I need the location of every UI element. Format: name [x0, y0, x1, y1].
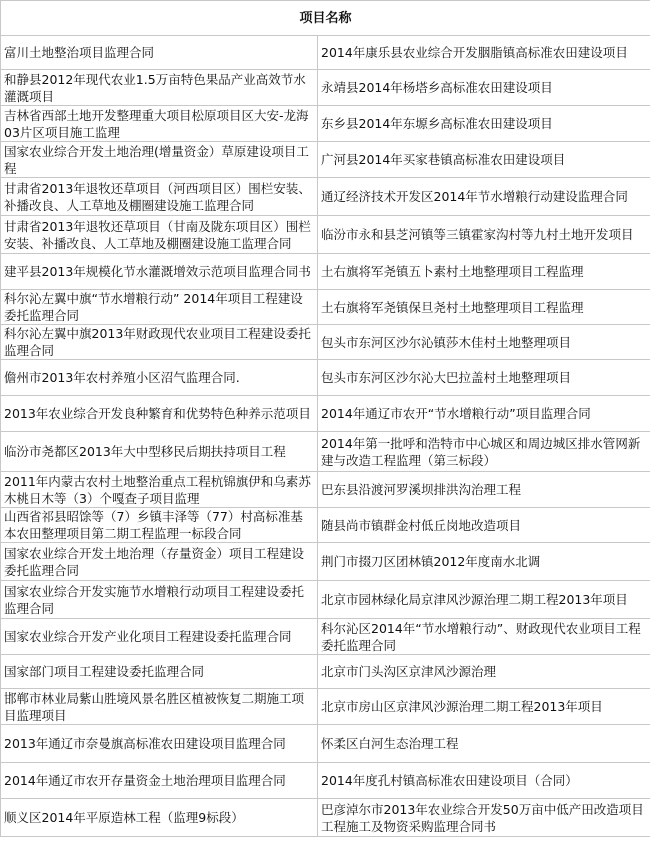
project-name: 顺义区2014年平原造林工程（监理9标段）: [4, 810, 244, 825]
table-row: [1, 689, 650, 725]
table-row: [1, 655, 650, 689]
table-cell-right: [318, 619, 650, 655]
project-name: 荆门市掇刀区团林镇2012年度南水北调: [321, 554, 541, 569]
project-name: 随县尚市镇群金村低丘岗地改造项目: [321, 517, 522, 533]
table-row: [1, 763, 650, 799]
table-row: [1, 581, 650, 619]
table-row: [1, 178, 650, 216]
table-cell-left: [1, 472, 318, 508]
table-cell-right: [318, 543, 650, 581]
table-cell-right: [318, 432, 650, 472]
project-name: 怀柔区白河生态治理工程: [321, 736, 459, 751]
table-cell-left: [1, 432, 318, 472]
table-cell-right: [318, 106, 650, 142]
table-cell-left: [1, 799, 318, 837]
table-row: [1, 36, 650, 70]
table-header-row: [1, 1, 650, 36]
project-name: 国家部门项目工程建设委托监理合同: [4, 664, 205, 679]
table-cell-right: [318, 508, 650, 543]
table-cell-left: [1, 581, 318, 619]
table-cell-right: [318, 689, 650, 725]
table-cell-right: [318, 216, 650, 254]
table-cell-left: [1, 725, 318, 763]
table-cell-left: [1, 655, 318, 689]
table-cell-right: [318, 325, 650, 360]
project-name: 吉林省西部土地开发整理重大项目松原项目区大安-龙海03片区项目施工监理: [4, 107, 309, 140]
table-cell-right: [318, 254, 650, 290]
table-cell-left: [1, 689, 318, 725]
project-name: 广河县2014年买家巷镇高标准农田建设项目: [321, 152, 566, 167]
table-body: [1, 36, 650, 837]
table-row: [1, 325, 650, 360]
table-row: [1, 725, 650, 763]
project-name: 北京市门头沟区京津风沙源治理: [321, 664, 497, 679]
table-cell-right: [318, 799, 650, 837]
project-name: 儋州市2013年农村养殖小区沼气监理合同.: [4, 370, 240, 385]
table-cell-left: [1, 508, 318, 543]
project-name: 临汾市永和县芝河镇等三镇霍家沟村等九村土地开发项目: [321, 227, 634, 242]
table-row: [1, 508, 650, 543]
table-cell-right: [318, 178, 650, 216]
project-name: 甘肃省2013年退牧还草项目（甘南及陇东项目区）围栏安装、补播改良、人工草地及棚圈建设施工监理合同: [4, 218, 311, 251]
project-name: 土右旗将军尧镇五卜素村土地整理项目工程监理: [321, 264, 584, 279]
table-row: [1, 254, 650, 290]
project-name: 东乡县2014年东塬乡高标准农田建设项目: [321, 116, 553, 131]
table-cell-right: [318, 70, 650, 106]
table-cell-left: [1, 216, 318, 254]
table-cell-left: [1, 254, 318, 290]
table-title: 项目名称: [1, 1, 650, 36]
project-name: 北京市房山区京津风沙源治理二期工程2013年项目: [321, 699, 603, 714]
table-cell-left: [1, 763, 318, 799]
table-cell-left: [1, 106, 318, 142]
table-row: [1, 472, 650, 508]
table-cell-right: [318, 36, 650, 70]
table-cell-left: [1, 619, 318, 655]
table-row: [1, 432, 650, 472]
project-name: 国家农业综合开发实施节水增粮行动项目工程建设委托监理合同: [4, 583, 305, 616]
project-name: 临汾市尧都区2013年大中型移民后期扶持项目工程: [4, 444, 286, 459]
table-row: [1, 70, 650, 106]
table-row: [1, 799, 650, 837]
project-name: 国家农业综合开发产业化项目工程建设委托监理合同: [4, 629, 292, 644]
project-name: 2014年通辽市农开存量资金土地治理项目监理合同: [4, 773, 286, 788]
project-name: 2014年度孔村镇高标准农田建设项目（合同）: [321, 773, 578, 788]
table-cell-left: [1, 290, 318, 325]
project-name: 富川土地整治项目监理合同: [4, 45, 155, 60]
project-name: 包头市东河区沙尔沁镇莎木佳村土地整理项目: [321, 334, 572, 350]
table-cell-right: [318, 290, 650, 325]
table-cell-right: [318, 142, 650, 178]
table-cell-left: [1, 142, 318, 178]
project-name: 邯郸市林业局紫山胜境风景名胜区植被恢复二期施工项目监理项目: [4, 690, 305, 723]
table-cell-right: [318, 472, 650, 508]
table-cell-left: [1, 325, 318, 360]
project-name: 2011年内蒙古农村土地整治重点工程杭锦旗伊和乌素苏木桃日木等（3）个嘎查子项目监理: [4, 473, 311, 506]
project-name: 巴东县沿渡河罗溪坝排洪沟治理工程: [321, 482, 522, 497]
project-name: 科尔沁左翼中旗“节水增粮行动” 2014年项目工程建设委托监理合同: [4, 291, 303, 323]
table-cell-right: [318, 396, 650, 432]
table-cell-right: [318, 581, 650, 619]
table-cell-left: [1, 178, 318, 216]
table-row: [1, 619, 650, 655]
table-row: [1, 216, 650, 254]
project-name: 包头市东河区沙尔沁大巴拉盖村土地整理项目: [321, 370, 572, 385]
table-cell-left: [1, 36, 318, 70]
project-name: 2013年通辽市奈曼旗高标准农田建设项目监理合同: [4, 736, 286, 751]
table-cell-left: [1, 360, 318, 396]
project-name: 土右旗将军尧镇保旦尧村土地整理项目工程监理: [321, 299, 584, 315]
table-row: [1, 543, 650, 581]
project-name: 甘肃省2013年退牧还草项目（河西项目区）围栏安装、补播改良、人工草地及棚圈建设施工监理合同: [4, 180, 311, 213]
project-name: 建平县2013年规模化节水灌溉增效示范项目监理合同书: [4, 264, 311, 279]
project-name: 2013年农业综合开发良种繁育和优势特色种养示范项目: [4, 406, 311, 421]
table-row: [1, 396, 650, 432]
project-name: 国家农业综合开发土地治理(增量资金）草原建设项目工程: [4, 143, 309, 176]
project-name: 永靖县2014年杨塔乡高标准农田建设项目: [321, 80, 553, 95]
table-row: [1, 290, 650, 325]
project-name: 通辽经济技术开发区2014年节水增粮行动建设监理合同: [321, 189, 628, 204]
table-row: [1, 142, 650, 178]
table-cell-right: [318, 725, 650, 763]
project-name: 巴彦淖尔市2013年农业综合开发50万亩中低产田改造项目工程施工及物资采购监理合同书: [321, 801, 644, 834]
table-row: [1, 360, 650, 396]
project-name: 北京市园林绿化局京津风沙源治理二期工程2013年项目: [321, 592, 628, 607]
project-name: 2014年第一批呼和浩特市中心城区和周边城区排水管网新建与改造工程监理（第三标段）: [321, 435, 641, 468]
project-name: 2014年康乐县农业综合开发胭脂镇高标准农田建设项目: [321, 45, 628, 60]
table-cell-left: [1, 70, 318, 106]
project-name: 科尔沁区2014年“节水增粮行动”、财政现代农业项目工程委托监理合同: [321, 620, 641, 653]
project-name: 科尔沁左翼中旗2013年财政现代农业项目工程建设委托监理合同: [4, 326, 311, 358]
table-cell-right: [318, 763, 650, 799]
table-cell-left: [1, 396, 318, 432]
project-name: 国家农业综合开发土地治理（存量资金）项目工程建设委托监理合同: [4, 545, 305, 578]
project-name: 2014年通辽市农开“节水增粮行动”项目监理合同: [321, 406, 591, 421]
project-name: 山西省祁县昭馀等（7）乡镇丰泽等（77）村高标准基本农田整理项目第二期工程监理一标段合同: [4, 509, 303, 541]
table-cell-right: [318, 360, 650, 396]
table-cell-right: [318, 655, 650, 689]
project-name: 和静县2012年现代农业1.5万亩特色果品产业高效节水灌溉项目: [4, 71, 306, 104]
table-cell-left: [1, 543, 318, 581]
table-row: [1, 106, 650, 142]
